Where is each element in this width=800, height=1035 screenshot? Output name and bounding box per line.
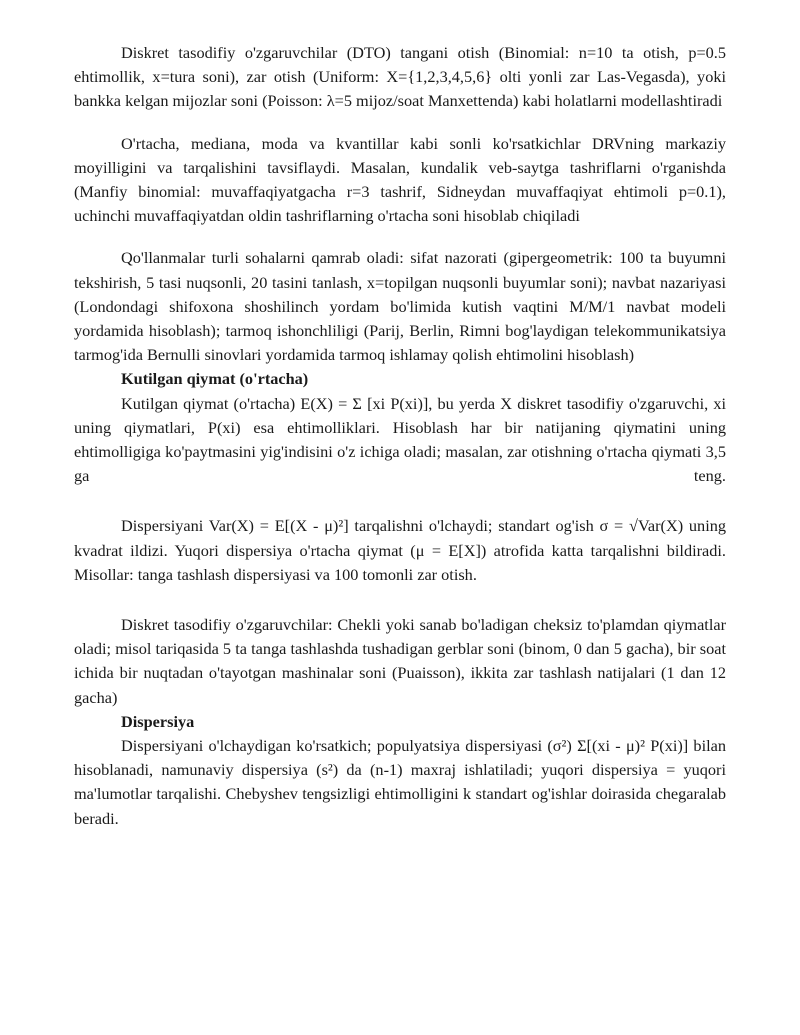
paragraph-variance: Dispersiyani Var(X) = E[(X - μ)²] tarqalishni o'lchaydi; standart og'ish σ = √Var(X) uning kvadrat ildizi. Yuqori dispersiya o'rtacha qiymat (μ = E[X]) atrofida katta tarqalishni bildiradi. Misollar: tanga tashlash dispersiyasi va 100 tomonli zar otish. <box>74 516 726 584</box>
document-page <box>74 41 726 831</box>
paragraph-dispersion: Dispersiyani o'lchaydigan ko'rsatkich; populyatsiya dispersiyasi (σ²) Σ[(xi - μ)² P(xi)] bilan hisoblanadi, namunaviy dispersiya (s²) da (n-1) maxraj ishlatiladi; yuqori dispersiya = yuqori ma'lumotlar tarqalishi. Chebyshev tengsizligi ehtimolligini k standart og'ishlar doirasida chegaralab beradi. <box>74 736 726 828</box>
paragraph-numeric-indicators: O'rtacha, mediana, moda va kvantillar kabi sonli ko'rsatkichlar DRVning markaziy moyilligini va tarqalishini tavsiflaydi. Masalan, kundalik veb-saytga tashriflarni o'rganishda (Manfiy binomial: muvaffaqiyatgacha r=3 tashrif, Sidneydan muvaffaqiyat ehtimoli p=0.1), uchinchi muvaffaqiyatdan oldin tashriflarning o'rtacha soni hisoblab chiqiladi <box>74 133 726 226</box>
paragraph-discrete-definition: Diskret tasodifiy o'zgaruvchilar: Chekli yoki sanab bo'ladigan cheksiz to'plamdan qiymatlar oladi; misol tariqasida 5 ta tanga tashlashda tushadigan gerblar soni (binom, 0 dan 5 gacha), bir soat ichida bir nuqtadan o'tayotgan mashinalar soni (Puaisson), ikkita zar tashlash natijalari (1 dan 12 gacha) <box>74 615 726 707</box>
heading-dispersion: Dispersiya <box>121 711 195 731</box>
heading-expected-value: Kutilgan qiymat (o'rtacha) <box>121 369 309 389</box>
paragraph-applications: Qo'llanmalar turli sohalarni qamrab oladi: sifat nazorati (gipergeometrik: 100 ta buyumni tekshirish, 5 tasi nuqsonli, 20 tasini tanlash, x=topilgan nuqsonli buyumlar soni); navbat nazariyasi (Londondagi shifoxona shoshilinch yordam bo'limida kutish vaqtini M/M/1 navbat modeli yordamida hisoblash); tarmoq ishonchliligi (Parij, Berlin, Rimni bog'laydigan telekommunikatsiya tarmog'ida Bernulli sinovlari yordamida tarmoq ishlamay qolish ehtimolini hisoblash) <box>74 248 726 365</box>
paragraph-expected-value: Kutilgan qiymat (o'rtacha) E(X) = Σ [xi P(xi)], bu yerda X diskret tasodifiy o'zgaruvchi, xi uning qiymatlari, P(xi) esa ehtimolliklari. Hisoblash har bir natijaning qiymatini uning ehtimolligiga ko'paytmasini yig'indisini o'z ichiga oladi; masalan, zar otishning o'rtacha qiymati 3,5 ga teng. <box>74 393 726 486</box>
paragraph-discrete-examples: Diskret tasodifiy o'zgaruvchilar (DTO) tangani otish (Binomial: n=10 ta otish, p=0.5 ehtimollik, x=tura soni), zar otish (Uniform: X={1,2,3,4,5,6} olti yonli zar Las-Vegasda), yoki bankka kelgan mijozlar soni (Poisson: λ=5 mijoz/soat Manxettenda) kabi holatlarni modellashtiradi <box>74 43 726 111</box>
